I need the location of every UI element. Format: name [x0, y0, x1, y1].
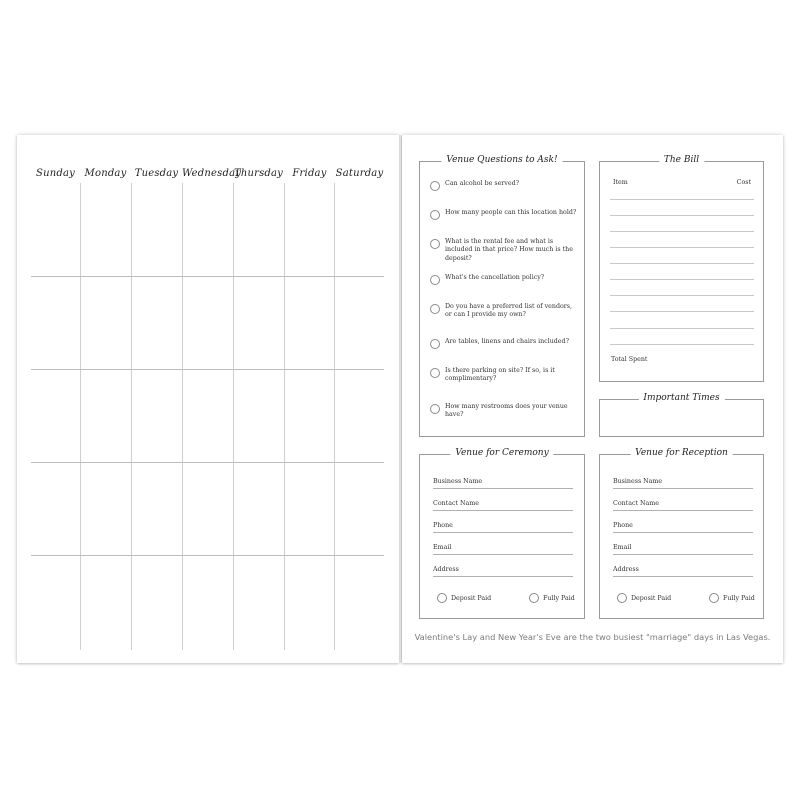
- reception-title: Venue for Reception: [630, 448, 733, 458]
- calendar-column-divider: [233, 183, 234, 650]
- question-item[interactable]: [430, 403, 580, 420]
- question-text: Do you have a preferred list of vendors, or can I provide my own?: [445, 303, 573, 319]
- calendar-row-divider: [31, 276, 384, 277]
- fully-paid-checkbox[interactable]: [705, 593, 755, 603]
- checkbox-circle-icon[interactable]: [437, 593, 447, 603]
- ceremony-title: Venue for Ceremony: [450, 448, 553, 458]
- ceremony-box: [419, 448, 585, 619]
- checkbox-circle-icon[interactable]: [617, 593, 627, 603]
- business-name-field[interactable]: Business Name: [613, 478, 753, 489]
- bill-total-label: Total Spent: [611, 356, 648, 363]
- address-field[interactable]: Address: [433, 566, 573, 577]
- bill-box: [599, 155, 764, 382]
- question-text: What is the rental fee and what is included in that price? How much is the deposit?: [445, 238, 573, 262]
- checkbox-circle-icon[interactable]: [430, 404, 440, 414]
- deposit-paid-checkbox[interactable]: [613, 593, 671, 603]
- day-header-friday: Friday: [292, 168, 327, 179]
- checkbox-circle-icon[interactable]: [529, 593, 539, 603]
- phone-field[interactable]: Phone: [433, 522, 573, 533]
- question-item[interactable]: [430, 238, 580, 263]
- question-item[interactable]: [430, 209, 580, 220]
- reception-box: [599, 448, 764, 619]
- calendar-column-divider: [284, 183, 285, 650]
- checkbox-circle-icon[interactable]: [430, 210, 440, 220]
- calendar-row-divider: [31, 462, 384, 463]
- calendar-column-divider: [80, 183, 81, 650]
- important-times-title: Important Times: [638, 393, 724, 403]
- bill-line[interactable]: [610, 311, 754, 312]
- question-text: What's the cancellation policy?: [445, 274, 545, 281]
- day-header-wednesday: Wednesday: [182, 168, 242, 179]
- bill-item-header: Item: [613, 179, 628, 186]
- day-header-thursday: Thursday: [233, 168, 284, 179]
- question-item[interactable]: [430, 367, 580, 384]
- left-page: [17, 135, 399, 663]
- venue-questions-title: Venue Questions to Ask!: [441, 155, 562, 165]
- day-header-saturday: Saturday: [335, 168, 384, 179]
- question-text: How many restrooms does your venue have?: [445, 403, 568, 419]
- email-field[interactable]: Email: [433, 544, 573, 555]
- question-item[interactable]: [430, 274, 580, 285]
- bill-line[interactable]: [610, 215, 754, 216]
- fully-paid-label: Fully Paid: [543, 594, 575, 602]
- bill-cost-header: Cost: [736, 179, 751, 186]
- day-header-sunday: Sunday: [36, 168, 75, 179]
- bill-title: The Bill: [659, 155, 704, 165]
- deposit-paid-label: Deposit Paid: [631, 594, 672, 602]
- calendar-row-divider: [31, 555, 384, 556]
- checkbox-circle-icon[interactable]: [709, 593, 719, 603]
- fully-paid-label: Fully Paid: [723, 594, 755, 602]
- business-name-field[interactable]: Business Name: [433, 478, 573, 489]
- bill-line[interactable]: [610, 247, 754, 248]
- checkbox-circle-icon[interactable]: [430, 368, 440, 378]
- checkbox-circle-icon[interactable]: [430, 275, 440, 285]
- calendar-column-divider: [182, 183, 183, 650]
- calendar-column-divider: [334, 183, 335, 650]
- checkbox-circle-icon[interactable]: [430, 304, 440, 314]
- phone-field[interactable]: Phone: [613, 522, 753, 533]
- fully-paid-checkbox[interactable]: [525, 593, 575, 603]
- day-header-tuesday: Tuesday: [134, 168, 179, 179]
- question-text: Can alcohol be served?: [445, 180, 519, 187]
- important-times-box[interactable]: [599, 393, 764, 437]
- bill-line[interactable]: [610, 295, 754, 296]
- contact-name-field[interactable]: Contact Name: [613, 500, 753, 511]
- deposit-paid-label: Deposit Paid: [451, 594, 492, 602]
- calendar-column-divider: [131, 183, 132, 650]
- day-header-monday: Monday: [84, 168, 127, 179]
- contact-name-field[interactable]: Contact Name: [433, 500, 573, 511]
- checkbox-circle-icon[interactable]: [430, 339, 440, 349]
- bill-line[interactable]: [610, 279, 754, 280]
- email-field[interactable]: Email: [613, 544, 753, 555]
- question-item[interactable]: [430, 180, 580, 191]
- question-text: Are tables, linens and chairs included?: [445, 338, 569, 345]
- address-field[interactable]: Address: [613, 566, 753, 577]
- fun-fact-footer: Valentine's Lay and New Year's Eve are the two busiest "marriage" days in Las Vegas.: [414, 632, 771, 642]
- question-text: How many people can this location hold?: [445, 209, 577, 216]
- question-item[interactable]: [430, 338, 580, 349]
- calendar-row-divider: [31, 369, 384, 370]
- bill-line[interactable]: [610, 328, 754, 329]
- checkbox-circle-icon[interactable]: [430, 239, 440, 249]
- deposit-paid-checkbox[interactable]: [433, 593, 491, 603]
- question-text: Is there parking on site? If so, is it complimentary?: [445, 367, 555, 383]
- bill-line[interactable]: [610, 199, 754, 200]
- venue-questions-box: [419, 155, 585, 437]
- bill-line[interactable]: [610, 263, 754, 264]
- checkbox-circle-icon[interactable]: [430, 181, 440, 191]
- bill-line[interactable]: [610, 231, 754, 232]
- question-item[interactable]: [430, 303, 580, 320]
- bill-line[interactable]: [610, 344, 754, 345]
